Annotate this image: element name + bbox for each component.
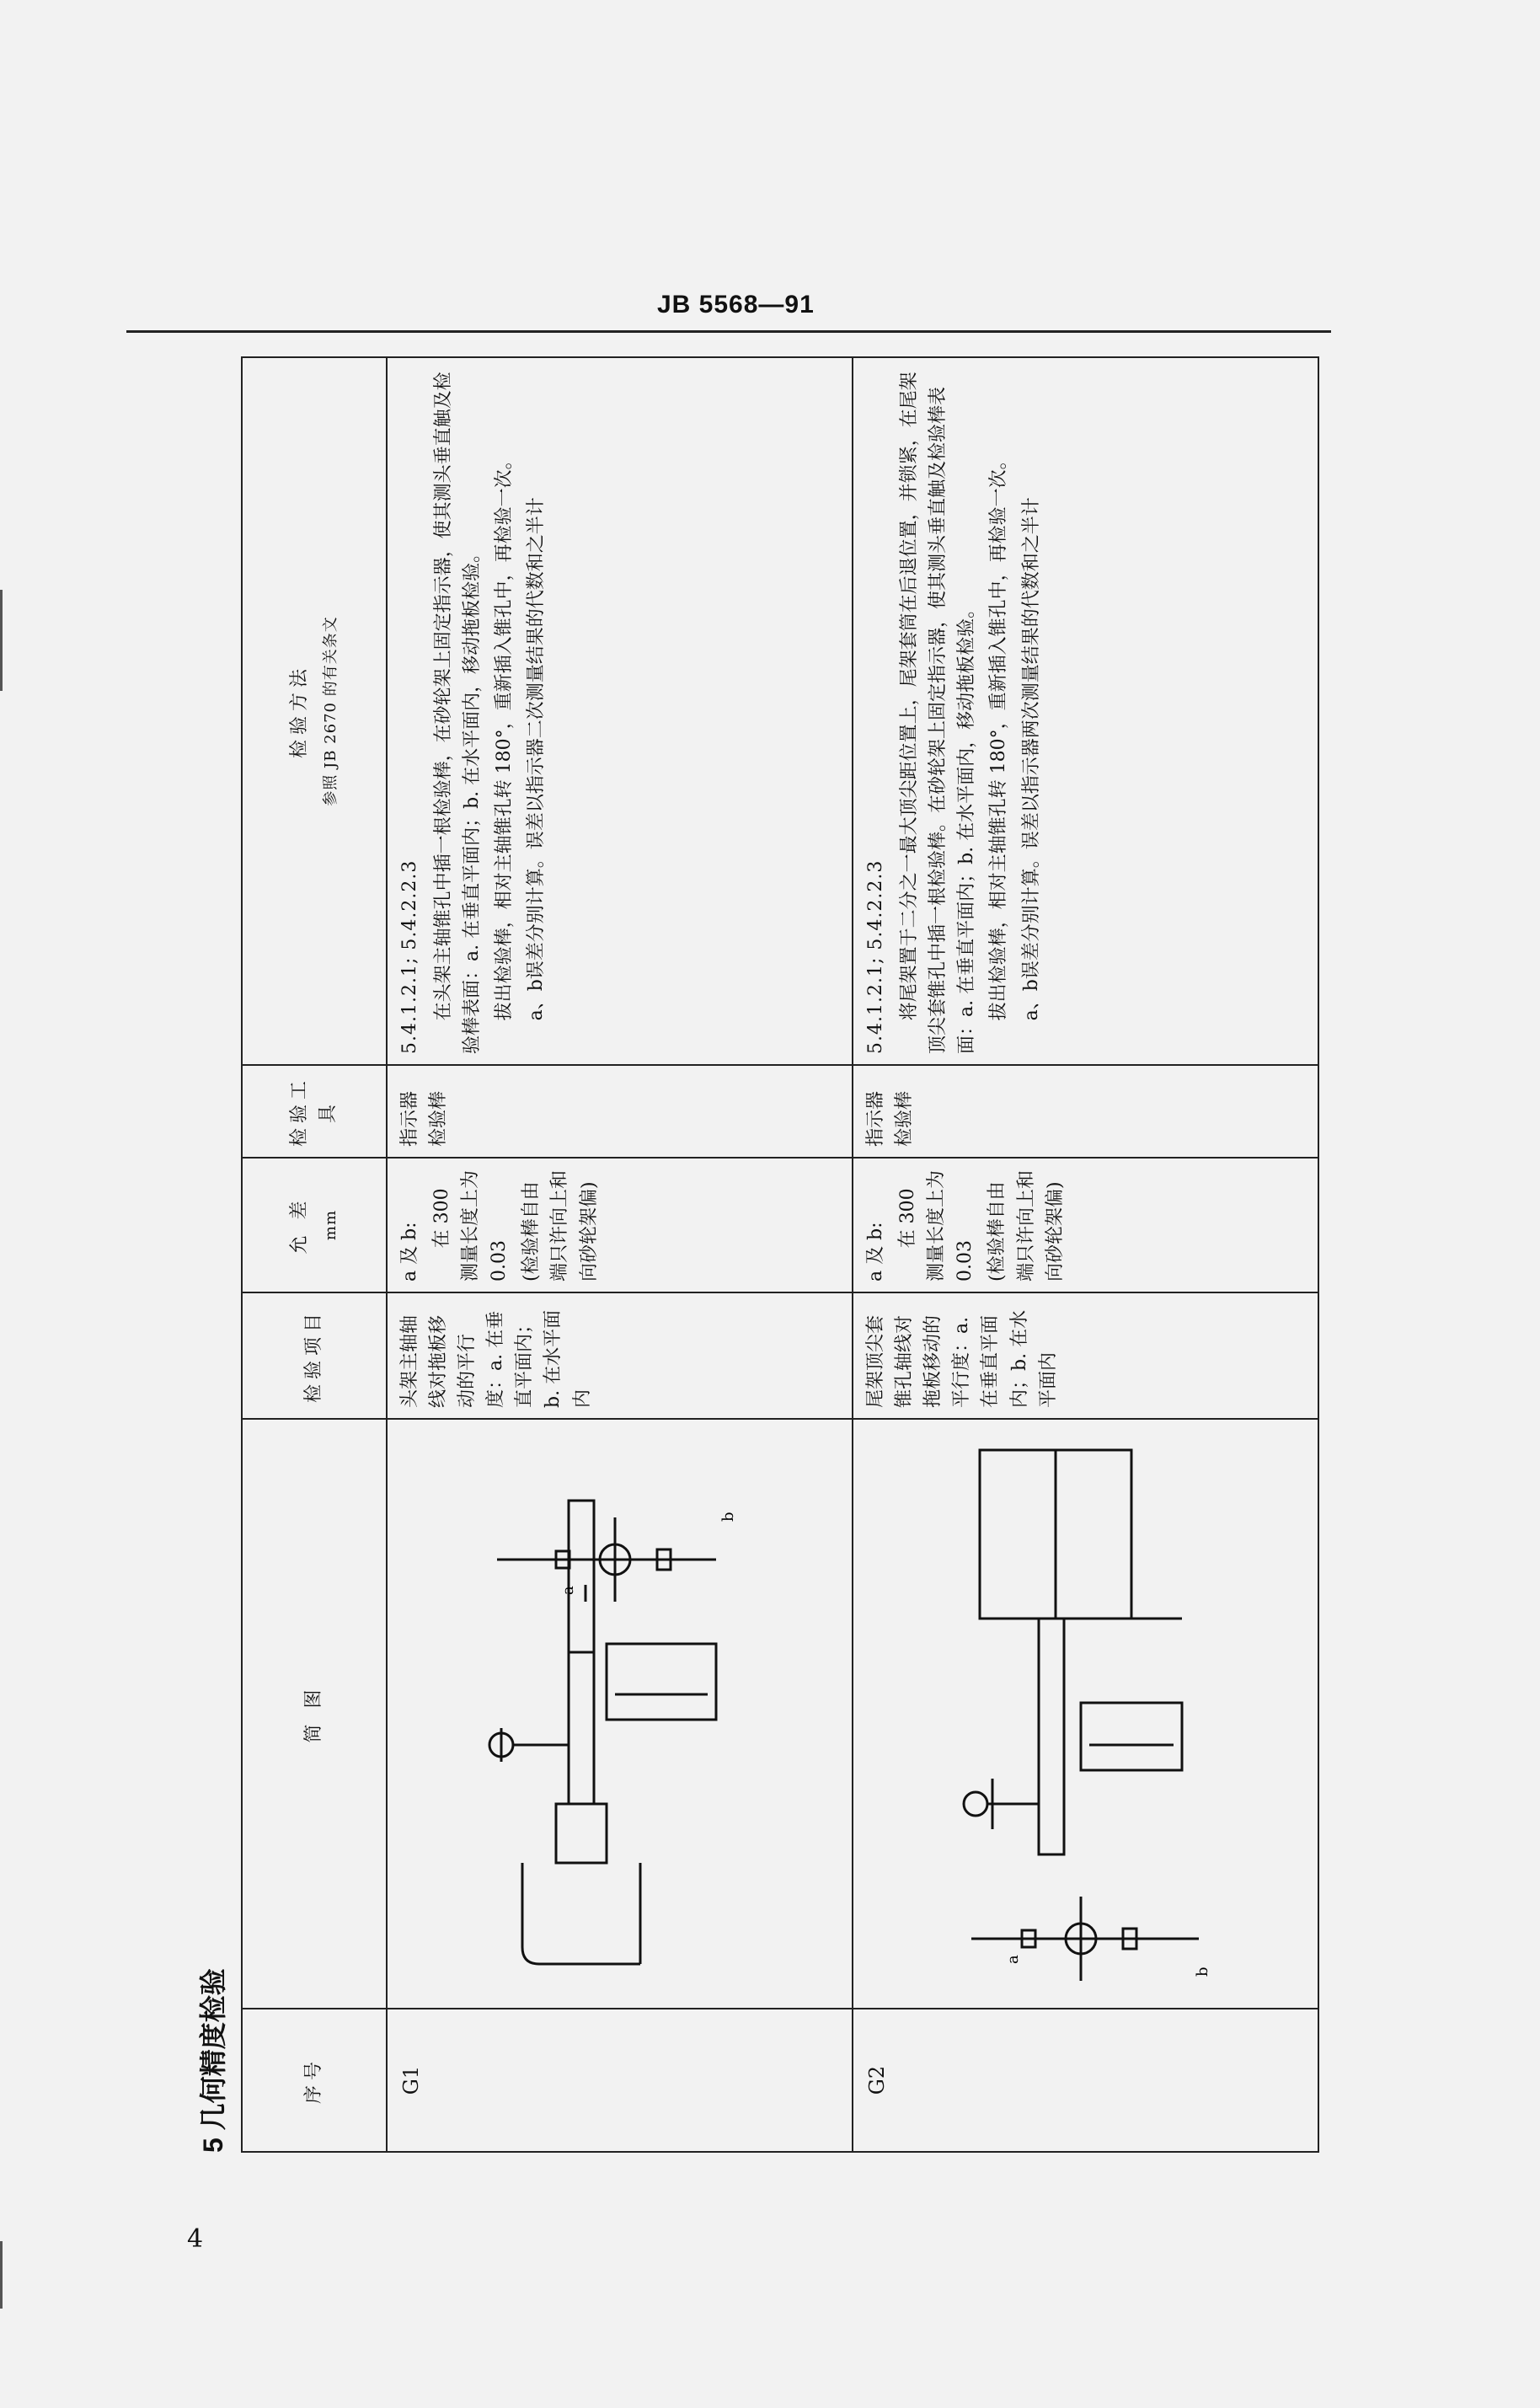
method-paragraph: 拔出检验棒，相对主轴锥孔转 180°，重新插入锥孔中，再检验一次。 <box>494 451 516 1021</box>
tool-item: 检验棒 <box>894 1090 916 1147</box>
page-number: 4 <box>187 2224 204 2254</box>
row-tolerance <box>853 1158 1318 1292</box>
section-title: 5 几何精度检验 <box>198 1968 228 2153</box>
table-row <box>387 357 853 2152</box>
header-tools: 检验工具 <box>242 1065 387 1158</box>
header-method <box>242 357 387 1065</box>
label-a: a <box>1004 1955 1023 1964</box>
scan-edge-mark <box>0 590 3 691</box>
tolerance-line: (检验棒自由端只许向上和向砂轮架偏) <box>987 1169 1066 1282</box>
header-item: 检验项目 <box>242 1292 387 1419</box>
tolerance-line: a 及 b: <box>399 1222 420 1282</box>
header-tolerance <box>242 1158 387 1292</box>
tolerance-line: 在 300 测量长度上为 0.03 <box>431 1169 511 1282</box>
figure-cell <box>853 1419 1318 2009</box>
label-b: b <box>1194 1967 1212 1977</box>
header-rule <box>126 330 1331 333</box>
row-seq: G2 <box>853 2009 1318 2152</box>
method-paragraph: 在头架主轴锥孔中插一根检验棒，在砂轮架上固定指示器，使其测头垂直触及检验棒表面：a. 在垂直平面内；b. 在水平面内，移动拖板检验。 <box>433 372 484 1054</box>
test-bar <box>1039 1619 1064 1854</box>
tailstock-diagram <box>862 1416 1300 1998</box>
label-a: a <box>559 1586 577 1595</box>
method-paragraph: 拔出检验棒，相对主轴锥孔转 180°，重新插入锥孔中，再检验一次。 <box>988 451 1010 1021</box>
standard-code: JB 5568—91 <box>657 291 815 318</box>
spindle-housing <box>556 1804 607 1863</box>
headstock-body <box>522 1863 640 1964</box>
figure-cell <box>387 1419 853 2009</box>
table-row <box>853 357 1318 2152</box>
method-paragraph: a、b误差分别计算。误差以指示器二次测量结果的代数和之半计 <box>526 497 548 1021</box>
header-method-ref: 参照 JB 2670 的有关条文 <box>322 616 340 806</box>
table-header-row <box>242 357 387 2152</box>
row-method <box>387 357 853 1065</box>
row-tools <box>387 1065 853 1158</box>
label-b: b <box>719 1512 737 1522</box>
method-paragraph: a、b误差分别计算。误差以指示器两次测量结果的代数和之半计 <box>1020 497 1042 1021</box>
row-item: 头架主轴轴线对拖板移动的平行度：a. 在垂直平面内；b. 在水平面内 <box>387 1292 853 1419</box>
scan-edge-mark <box>0 2241 3 2309</box>
tolerance-line: (检验棒自由端只许向上和向砂轮架偏) <box>521 1169 600 1282</box>
row-item: 尾架顶尖套锥孔轴线对拖板移动的平行度：a. 在垂直平面内；b. 在水平面内 <box>853 1292 1318 1419</box>
indicator-dial <box>964 1792 987 1816</box>
header-tolerance-label: 允 差 <box>289 1196 310 1255</box>
slide-block <box>607 1644 716 1720</box>
geometric-accuracy-table <box>241 358 1252 2153</box>
header-tolerance-unit: mm <box>322 1209 340 1241</box>
header-seq: 序号 <box>242 2009 387 2152</box>
method-clause: 5.4.1.2.1; 5.4.2.2.3 <box>399 859 420 1054</box>
slide-block <box>1081 1703 1182 1770</box>
row-method <box>853 357 1318 1065</box>
method-clause: 5.4.1.2.1; 5.4.2.2.3 <box>865 859 887 1054</box>
tool-item: 指示器 <box>865 1090 887 1147</box>
headstock-spindle-diagram <box>396 1416 834 1998</box>
tolerance-line: a 及 b: <box>865 1222 887 1282</box>
method-paragraph: 将尾架置于二分之一最大顶尖距位置上，尾架套筒在后退位置，并锁紧，在尾架顶尖套锥孔中插一根检验棒。在砂轮架上固定指示器，使其测头垂直触及检验棒表面：a. 在垂直平面内；b. 在水平面内，移动拖板检验。 <box>899 372 978 1054</box>
tolerance-line: 在 300 测量长度上为 0.03 <box>897 1169 976 1282</box>
tool-item: 指示器 <box>399 1090 420 1147</box>
tool-item: 检验棒 <box>428 1090 450 1147</box>
header-method-label: 检验方法 <box>289 664 310 759</box>
row-seq: G1 <box>387 2009 853 2152</box>
header-figure: 简 图 <box>242 1419 387 2009</box>
row-tools <box>853 1065 1318 1158</box>
row-tolerance <box>387 1158 853 1292</box>
